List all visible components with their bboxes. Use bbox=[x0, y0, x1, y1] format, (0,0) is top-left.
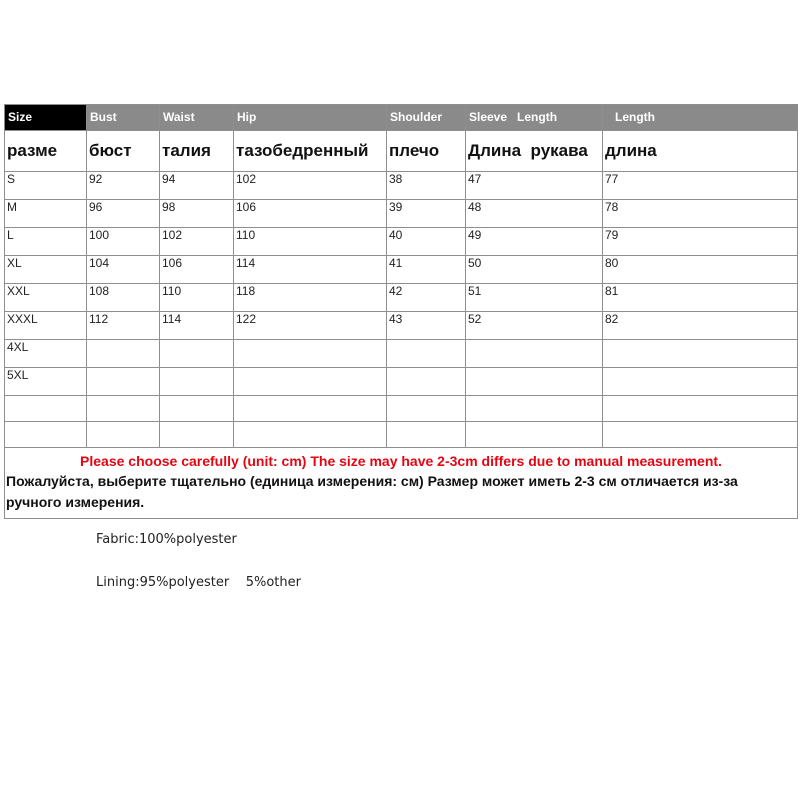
size-cell: 4XL bbox=[5, 340, 87, 368]
hip-cell: 122 bbox=[234, 312, 387, 340]
length-cell bbox=[603, 422, 798, 448]
table-row bbox=[5, 312, 798, 340]
header-sleeve-length: Sleeve Length bbox=[466, 105, 603, 131]
note-row bbox=[5, 448, 798, 519]
length-cell: 81 bbox=[603, 284, 798, 312]
hip-cell bbox=[234, 368, 387, 396]
header-ru-waist: талия bbox=[160, 131, 234, 172]
header-ru-length: длина bbox=[603, 131, 798, 172]
header-waist: Waist bbox=[160, 105, 234, 131]
size-table bbox=[4, 104, 798, 519]
header-ru-size: разме bbox=[5, 131, 87, 172]
waist-cell: 110 bbox=[160, 284, 234, 312]
size-chart bbox=[4, 104, 797, 519]
waist-cell: 98 bbox=[160, 200, 234, 228]
hip-cell: 110 bbox=[234, 228, 387, 256]
bust-cell: 104 bbox=[87, 256, 160, 284]
sleeve-length-cell bbox=[466, 422, 603, 448]
shoulder-cell: 43 bbox=[387, 312, 466, 340]
sleeve-length-cell: 48 bbox=[466, 200, 603, 228]
size-cell bbox=[5, 396, 87, 422]
header-shoulder: Shoulder bbox=[387, 105, 466, 131]
header-ru-shoulder: плечо bbox=[387, 131, 466, 172]
hip-cell bbox=[234, 340, 387, 368]
length-cell bbox=[603, 368, 798, 396]
shoulder-cell bbox=[387, 340, 466, 368]
size-cell bbox=[5, 422, 87, 448]
length-cell bbox=[603, 340, 798, 368]
note-english: Please choose carefully (unit: cm) The size may have 2-3cm differs due to manual measurement. bbox=[80, 453, 722, 469]
shoulder-cell bbox=[387, 368, 466, 396]
waist-cell bbox=[160, 340, 234, 368]
shoulder-cell: 38 bbox=[387, 172, 466, 200]
table-row bbox=[5, 228, 798, 256]
sleeve-length-cell: 49 bbox=[466, 228, 603, 256]
bust-cell bbox=[87, 422, 160, 448]
sleeve-length-cell: 52 bbox=[466, 312, 603, 340]
hip-cell: 102 bbox=[234, 172, 387, 200]
size-cell: M bbox=[5, 200, 87, 228]
bust-cell: 112 bbox=[87, 312, 160, 340]
sleeve-length-cell: 51 bbox=[466, 284, 603, 312]
hip-cell: 118 bbox=[234, 284, 387, 312]
waist-cell: 106 bbox=[160, 256, 234, 284]
size-cell: XL bbox=[5, 256, 87, 284]
header-size: Size bbox=[5, 105, 87, 131]
lining-info: Lining:95%polyester 5%other bbox=[96, 575, 301, 590]
shoulder-cell bbox=[387, 396, 466, 422]
size-cell: S bbox=[5, 172, 87, 200]
header-ru-sleeve-length: Длина рукава bbox=[466, 131, 603, 172]
table-row bbox=[5, 200, 798, 228]
sleeve-length-cell: 50 bbox=[466, 256, 603, 284]
waist-cell: 94 bbox=[160, 172, 234, 200]
shoulder-cell: 42 bbox=[387, 284, 466, 312]
header-ru-hip: тазобедренный bbox=[234, 131, 387, 172]
hip-cell: 106 bbox=[234, 200, 387, 228]
table-row bbox=[5, 172, 798, 200]
hip-cell bbox=[234, 396, 387, 422]
length-cell: 77 bbox=[603, 172, 798, 200]
waist-cell bbox=[160, 368, 234, 396]
size-cell: 5XL bbox=[5, 368, 87, 396]
shoulder-cell: 40 bbox=[387, 228, 466, 256]
sleeve-length-cell bbox=[466, 368, 603, 396]
shoulder-cell: 39 bbox=[387, 200, 466, 228]
sleeve-length-cell bbox=[466, 396, 603, 422]
hip-cell: 114 bbox=[234, 256, 387, 284]
hip-cell bbox=[234, 422, 387, 448]
table-row bbox=[5, 422, 798, 448]
size-cell: L bbox=[5, 228, 87, 256]
waist-cell bbox=[160, 422, 234, 448]
bust-cell bbox=[87, 396, 160, 422]
length-cell bbox=[603, 396, 798, 422]
length-cell: 79 bbox=[603, 228, 798, 256]
header-hip: Hip bbox=[234, 105, 387, 131]
note-cell bbox=[5, 448, 798, 519]
header-ru-bust: бюст bbox=[87, 131, 160, 172]
table-row bbox=[5, 396, 798, 422]
note-russian: Пожалуйста, выберите тщательно (единица измерения: см) Размер может иметь 2-3 см отличается из-за ручного измерения. bbox=[6, 473, 738, 510]
shoulder-cell: 41 bbox=[387, 256, 466, 284]
shoulder-cell bbox=[387, 422, 466, 448]
header-length: Length bbox=[603, 105, 798, 131]
bust-cell: 100 bbox=[87, 228, 160, 256]
waist-cell bbox=[160, 396, 234, 422]
sleeve-length-cell bbox=[466, 340, 603, 368]
sleeve-length-cell: 47 bbox=[466, 172, 603, 200]
table-row bbox=[5, 368, 798, 396]
fabric-info: Fabric:100%polyester bbox=[96, 532, 237, 547]
table-row bbox=[5, 256, 798, 284]
bust-cell: 92 bbox=[87, 172, 160, 200]
waist-cell: 102 bbox=[160, 228, 234, 256]
size-cell: XXL bbox=[5, 284, 87, 312]
header-bust: Bust bbox=[87, 105, 160, 131]
header-row-russian bbox=[5, 131, 798, 172]
size-cell: XXXL bbox=[5, 312, 87, 340]
bust-cell bbox=[87, 368, 160, 396]
length-cell: 80 bbox=[603, 256, 798, 284]
bust-cell: 96 bbox=[87, 200, 160, 228]
length-cell: 82 bbox=[603, 312, 798, 340]
bust-cell bbox=[87, 340, 160, 368]
waist-cell: 114 bbox=[160, 312, 234, 340]
table-row bbox=[5, 340, 798, 368]
table-row bbox=[5, 284, 798, 312]
length-cell: 78 bbox=[603, 200, 798, 228]
header-row-english bbox=[5, 105, 798, 131]
bust-cell: 108 bbox=[87, 284, 160, 312]
